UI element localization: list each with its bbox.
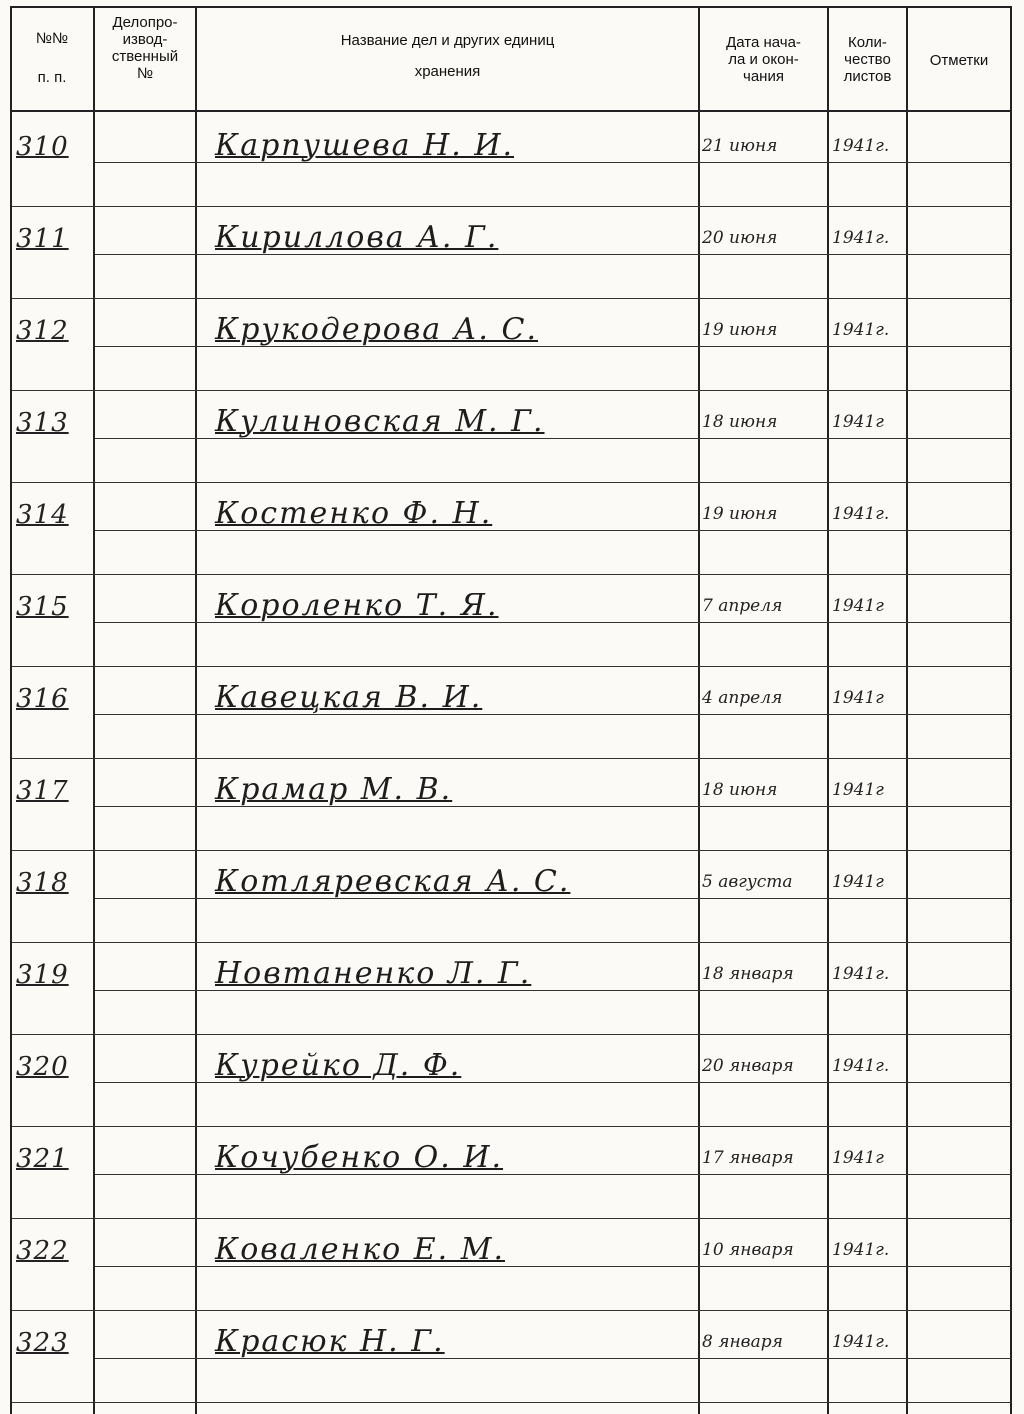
table-row (0, 302, 1024, 390)
record-date: 19 июня (702, 320, 778, 340)
record-title: Кочубенко О. И. (215, 1140, 504, 1175)
record-title: Карпушева Н. И. (215, 128, 515, 163)
table-row (0, 1314, 1024, 1402)
table-row (0, 1222, 1024, 1310)
header-notes: Отметки (929, 52, 989, 69)
row-number: 317 (16, 776, 69, 806)
record-year: 1941г. (832, 228, 890, 248)
row-rule (12, 482, 1012, 483)
table-row (0, 578, 1024, 666)
row-rule (12, 298, 1012, 299)
table-row (0, 670, 1024, 758)
record-year: 1941г (832, 872, 884, 892)
row-rule (12, 758, 1012, 759)
record-year: 1941г. (832, 1240, 890, 1260)
row-number: 314 (16, 500, 69, 530)
record-title: Кириллова А. Г. (215, 220, 499, 255)
record-date: 18 января (702, 964, 794, 984)
row-number: 320 (16, 1052, 69, 1082)
record-date: 19 июня (702, 504, 778, 524)
record-date: 8 января (702, 1332, 783, 1352)
row-rule (12, 666, 1012, 667)
table-top-border (10, 6, 1012, 8)
row-number: 318 (16, 868, 69, 898)
record-date: 21 июня (702, 136, 778, 156)
record-year: 1941г. (832, 320, 890, 340)
record-date: 10 января (702, 1240, 794, 1260)
row-number: 316 (16, 684, 69, 714)
record-title: Курейко Д. Ф. (215, 1048, 462, 1083)
record-title: Кулиновская М. Г. (215, 404, 545, 439)
record-title: Короленко Т. Я. (215, 588, 499, 623)
row-rule (12, 1310, 1012, 1311)
record-title: Котляревская А. С. (215, 864, 571, 899)
record-date: 4 апреля (702, 688, 783, 708)
record-year: 1941г (832, 596, 884, 616)
record-year: 1941г (832, 1148, 884, 1168)
header-sheet-count: Коли- чество листов (843, 34, 892, 85)
record-title: Красюк Н. Г. (215, 1324, 445, 1359)
record-year: 1941г (832, 688, 884, 708)
record-title: Костенко Ф. Н. (215, 496, 493, 531)
record-date: 17 января (702, 1148, 794, 1168)
table-row (0, 762, 1024, 850)
row-rule (12, 1126, 1012, 1127)
row-rule (12, 850, 1012, 851)
table-row (0, 118, 1024, 206)
row-rule (12, 206, 1012, 207)
row-number: 321 (16, 1144, 69, 1174)
table-row (0, 1130, 1024, 1218)
row-number: 310 (16, 132, 69, 162)
row-rule (12, 1034, 1012, 1035)
record-year: 1941г. (832, 136, 890, 156)
record-title: Крамар М. В. (215, 772, 453, 807)
header-title: Название дел и других единиц хранения (340, 32, 555, 80)
header-dates: Дата нача- ла и окон- чания (726, 34, 801, 85)
row-number: 315 (16, 592, 69, 622)
row-rule (12, 942, 1012, 943)
table-row (0, 394, 1024, 482)
row-number: 323 (16, 1328, 69, 1358)
record-title: Кавецкая В. И. (215, 680, 483, 715)
record-year: 1941г. (832, 964, 890, 984)
record-date: 20 июня (702, 228, 778, 248)
row-rule (12, 1218, 1012, 1219)
table-row (0, 486, 1024, 574)
record-year: 1941г. (832, 1332, 890, 1352)
table-row (0, 210, 1024, 298)
table-row (0, 1038, 1024, 1126)
record-year: 1941г. (832, 504, 890, 524)
row-rule (12, 1402, 1012, 1403)
record-date: 5 августа (702, 872, 793, 892)
row-number: 312 (16, 316, 69, 346)
record-title: Крукодерова А. С. (215, 312, 538, 347)
row-number: 311 (16, 224, 69, 254)
record-title: Коваленко Е. М. (215, 1232, 505, 1267)
record-date: 20 января (702, 1056, 794, 1076)
table-row (0, 854, 1024, 942)
header-number: №№ п. п. (35, 30, 69, 86)
row-rule (12, 574, 1012, 575)
record-date: 18 июня (702, 412, 778, 432)
header-office-number: Делопро- извод- ственный № (111, 14, 179, 82)
row-number: 319 (16, 960, 69, 990)
record-title: Новтаненко Л. Г. (215, 956, 532, 991)
header-bottom-border (10, 110, 1012, 112)
row-number: 313 (16, 408, 69, 438)
row-number: 322 (16, 1236, 69, 1266)
row-rule (12, 390, 1012, 391)
record-year: 1941г. (832, 1056, 890, 1076)
table-row (0, 946, 1024, 1034)
record-date: 18 июня (702, 780, 778, 800)
record-date: 7 апреля (702, 596, 783, 616)
record-year: 1941г (832, 780, 884, 800)
record-year: 1941г (832, 412, 884, 432)
